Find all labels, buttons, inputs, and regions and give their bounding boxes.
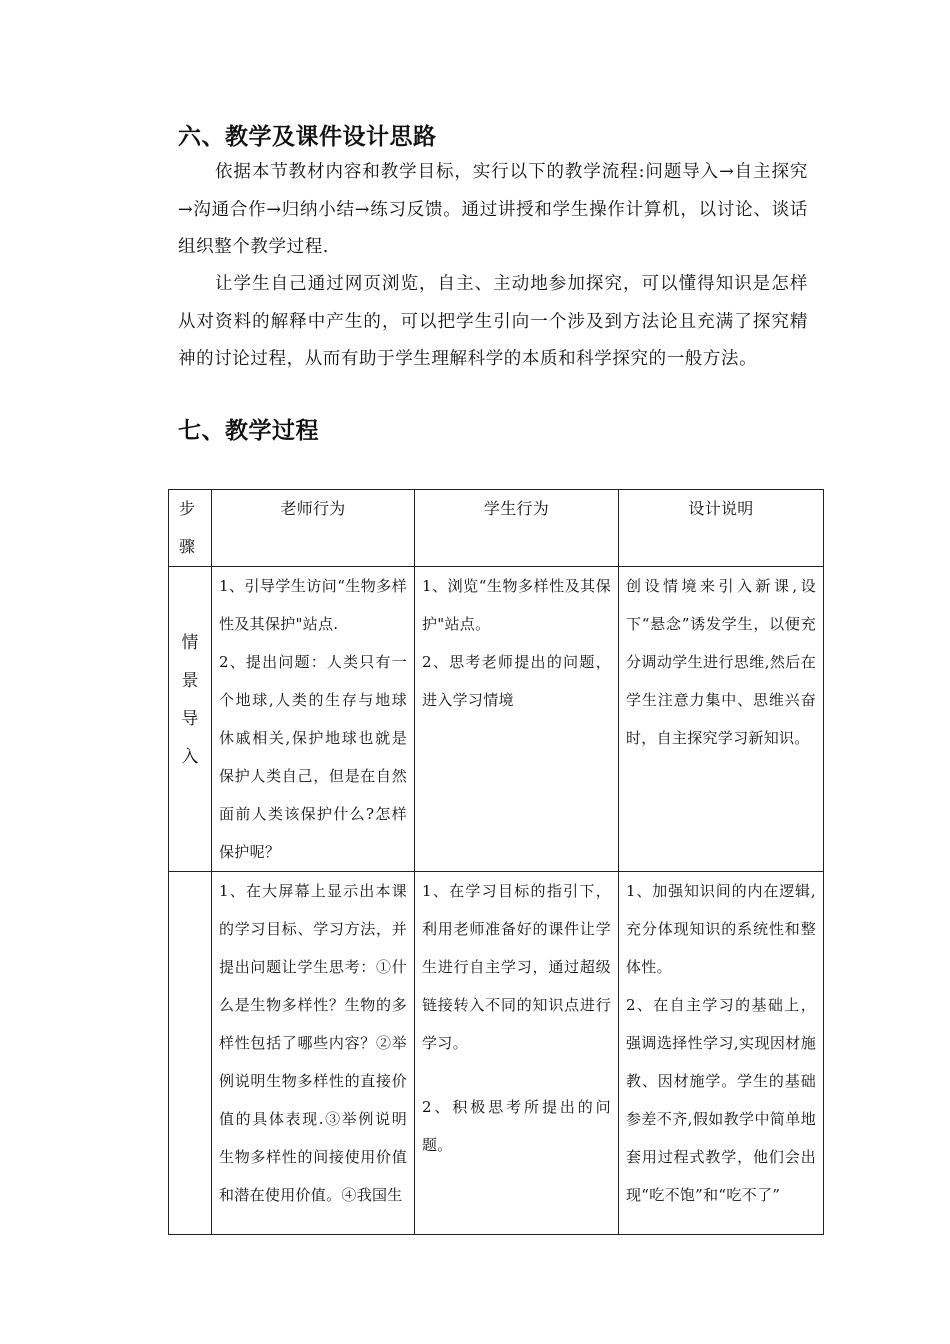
- section-7-heading: 七、教学过程: [178, 418, 319, 444]
- step-cell: [169, 872, 212, 1235]
- teacher-item: 1、在大屏幕上显示出本课的学习目标、学习方法，并提出问题让学生思考：①什么是生物多样性？生物的多样性包括了哪些内容？②举例说明生物多样性的直接价值的具体表现.③举例说明生物多样性的间接使用价值和潜在使用价值。④我国生: [219, 882, 407, 1204]
- design-item: 1、加强知识间的内在逻辑,充分体现知识的系统性和整体性。: [626, 882, 816, 976]
- student-item: 1、在学习目标的指引下，利用老师准备好的课件让学生进行自主学习，通过超级链接转入不同的知识点进行学习。: [422, 882, 611, 1052]
- teacher-cell: [212, 567, 415, 872]
- section-6-paragraph-2: 让学生自己通过网页浏览，自主、主动地参加探究，可以懂得知识是怎样从对资料的解释中产生的，可以把学生引向一个涉及到方法论且充满了探究精神的讨论过程，从而有助于学生理解科学的本质和科学探究的一般方法。: [178, 274, 808, 369]
- student-item: 2、积极思考所提出的问题。: [422, 1098, 611, 1154]
- design-item: 2、在自主学习的基础上，强调选择性学习,实现因材施教、因材施学。学生的基础参差不齐,假如教学中简单地套用过程式教学，他们会出现“吃不饱”和“吃不了”: [626, 996, 816, 1204]
- design-item: 创设情境来引入新课,设下“悬念”诱发学生，以便充分调动学生进行思维,然后在学生注意力集中、思维兴奋时，自主探究学习新知识。: [626, 577, 816, 747]
- step-name: 情景导入: [181, 633, 199, 767]
- teaching-process-table: [168, 489, 824, 1235]
- design-cell: [619, 567, 824, 872]
- section-6-heading: 六、教学及课件设计思路: [178, 124, 437, 150]
- header-design: 设计说明: [619, 490, 824, 567]
- student-item: 1、浏览“生物多样性及其保护"站点。: [422, 577, 611, 633]
- teacher-cell: [212, 872, 415, 1235]
- table-row: [169, 567, 824, 872]
- table-header-row: [169, 490, 824, 567]
- header-student: 学生行为: [415, 490, 619, 567]
- table-row: [169, 872, 824, 1235]
- student-cell: [415, 872, 619, 1235]
- header-teacher: 老师行为: [212, 490, 415, 567]
- student-cell: [415, 567, 619, 872]
- teacher-item: 2、提出问题：人类只有一个地球,人类的生存与地球休戚相关,保护地球也就是保护人类自己，但是在自然面前人类该保护什么?怎样保护呢？: [219, 653, 407, 861]
- section-6-paragraph-1: 依据本节教材内容和教学目标，实行以下的教学流程:问题导入→自主探究→沟通合作→归纳小结→练习反馈。通过讲授和学生操作计算机，以讨论、谈话组织整个教学过程.: [178, 162, 808, 257]
- design-cell: [619, 872, 824, 1235]
- header-step: 步骤: [169, 490, 212, 567]
- teacher-item: 1、引导学生访问“生物多样性及其保护"站点.: [219, 577, 407, 633]
- step-cell: [169, 567, 212, 872]
- student-item: 2、思考老师提出的问题，进入学习情境: [422, 653, 611, 709]
